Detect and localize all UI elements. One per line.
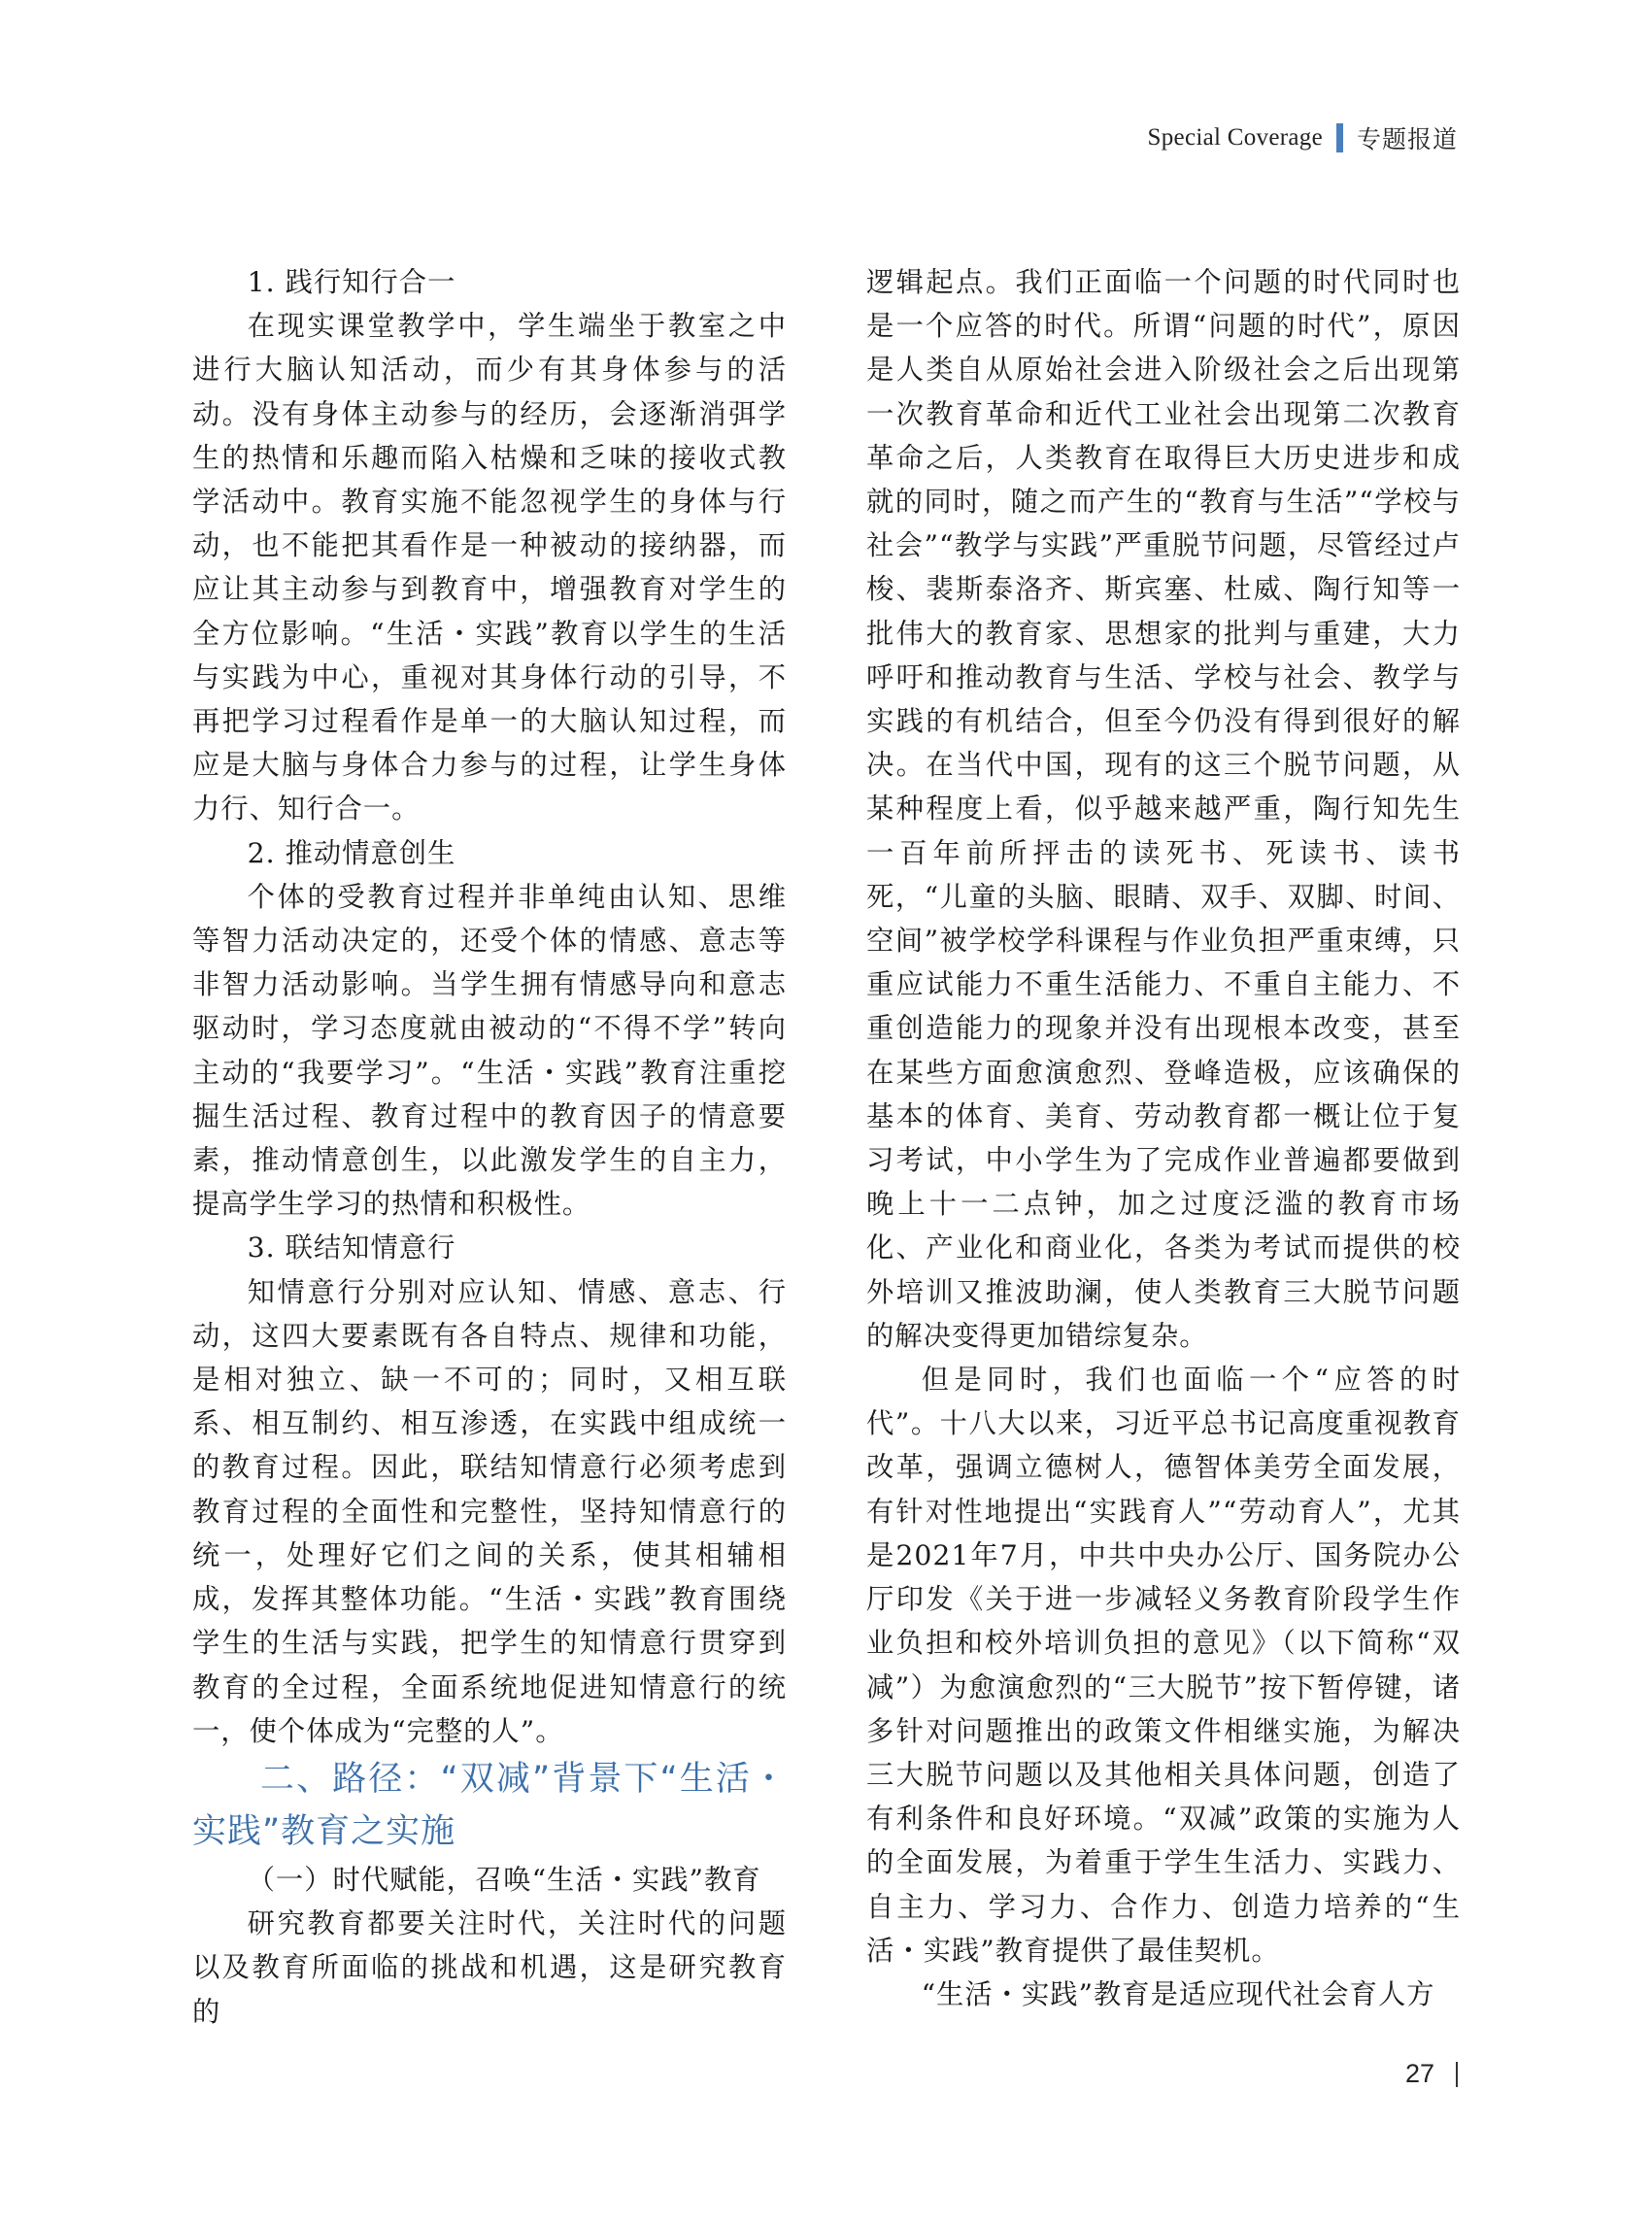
subheading-1: 1. 践行知行合一 bbox=[247, 266, 456, 298]
paragraph: 个体的受教育过程并非单纯由认知、思维等智力活动决定的，还受个体的情感、意志等非智力活动影响。当学生拥有情感导向和意志驱动时，学习态度就由被动的“不得不学”转向主动的“我要学习”。“生活・实践”教育注重挖掘生活过程、教育过程中的教育因子的情意要素，推动情意创生，以此激发学生的自主力，提高学生学习的热情和积极性。 bbox=[192, 880, 787, 1221]
running-header bbox=[1148, 120, 1458, 155]
paragraph-continued: 逻辑起点。我们正面临一个问题的时代同时也是一个应答的时代。所谓“问题的时代”，原因是人类自从原始社会进入阶级社会之后出现第一次教育革命和近代工业社会出现第二次教育革命之后，人类教育在取得巨大历史进步和成就的同时，随之而产生的“教育与生活”“学校与社会”“教学与实践”严重脱节问题，尽管经过卢梭、裴斯泰洛齐、斯宾塞、杜威、陶行知等一批伟大的教育家、思想家的批判与重建，大力呼吁和推动教育与生活、学校与社会、教学与实践的有机结合，但至今仍没有得到很好的解决。在当代中国，现有的这三个脱节问题，从某种程度上看，似乎越来越严重，陶行知先生一百年前所抨击的读死书、死读书、读书死，“儿童的头脑、眼睛、双手、双脚、时间、空间”被学校学科课程与作业负担严重束缚，只重应试能力不重生活能力、不重自主能力、不重创造能力的现象并没有出现根本改变，甚至在某些方面愈演愈烈、登峰造极，应该确保的基本的体育、美育、劳动教育都一概让位于复习考试，中小学生为了完成作业普遍都要做到晚上十一二点钟，加之过度泛滥的教育市场化、产业化和商业化，各类为考试而提供的校外培训又推波助澜，使人类教育三大脱节问题的解决变得更加错综复杂。 bbox=[866, 266, 1461, 1352]
page-footer bbox=[1405, 2059, 1458, 2089]
footer-divider bbox=[1456, 2062, 1458, 2087]
header-accent-bar bbox=[1336, 123, 1343, 152]
paragraph: 在现实课堂教学中，学生端坐于教室之中进行大脑认知活动，而少有其身体参与的活动。没有身体主动参与的经历，会逐渐消弭学生的热情和乐趣而陷入枯燥和乏味的接收式教学活动中。教育实施不能忽视学生的身体与行动，也不能把其看作是一种被动的接纳器，而应让其主动参与到教育中，增强教育对学生的全方位影响。“生活・实践”教育以学生的生活与实践为中心，重视对其身体行动的引导，不再把学习过程看作是单一的大脑认知过程，而应是大脑与身体合力参与的过程，让学生身体力行、知行合一。 bbox=[192, 310, 787, 826]
left-column bbox=[192, 260, 787, 2034]
paragraph: 但是同时，我们也面临一个“应答的时代”。十八大以来，习近平总书记高度重视教育改革，强调立德树人，德智体美劳全面发展，有针对性地提出“实践育人”“劳动育人”，尤其是2021年7月，中共中央办公厅、国务院办公厅印发《关于进一步减轻义务教育阶段学生作业负担和校外培训负担的意见》（以下简称“双减”）为愈演愈烈的“三大脱节”按下暂停键，诸多针对问题推出的政策文件相继实施，为解决三大脱节问题以及其他相关具体问题，创造了有利条件和良好环境。“双减”政策的实施为人的全面发展，为着重于学生生活力、实践力、自主力、学习力、合作力、创造力培养的“生活・实践”教育提供了最佳契机。 bbox=[866, 1364, 1461, 1967]
subheading-2: 2. 推动情意创生 bbox=[247, 836, 456, 869]
paragraph: 知情意行分别对应认知、情感、意志、行动，这四大要素既有各自特点、规律和功能，是相对独立、缺一不可的；同时，又相互联系、相互制约、相互渗透，在实践中组成统一的教育过程。因此，联结知情意行必须考虑到教育过程的全面性和完整性，坚持知情意行的统一，处理好它们之间的关系，使其相辅相成，发挥其整体功能。“生活・实践”教育围绕学生的生活与实践，把学生的知情意行贯穿到教育的全过程，全面系统地促进知情意行的统一，使个体成为“完整的人”。 bbox=[192, 1275, 787, 1747]
section-heading: 二、路径：“双减”背景下“生活・实践”教育之实施 bbox=[192, 1759, 787, 1851]
right-column bbox=[866, 260, 1461, 2016]
paragraph: 研究教育都要关注时代，关注时代的问题以及教育所面临的挑战和机遇，这是研究教育的 bbox=[192, 1907, 787, 2028]
subsection-heading: （一）时代赋能，召唤“生活・实践”教育 bbox=[247, 1863, 761, 1896]
header-english: Special Coverage bbox=[1147, 124, 1323, 151]
page-number: 27 bbox=[1404, 2059, 1434, 2088]
paragraph: “生活・实践”教育是适应现代社会育人方 bbox=[921, 1977, 1435, 2010]
header-chinese: 专题报道 bbox=[1356, 125, 1458, 153]
subheading-3: 3. 联结知情意行 bbox=[247, 1231, 456, 1264]
